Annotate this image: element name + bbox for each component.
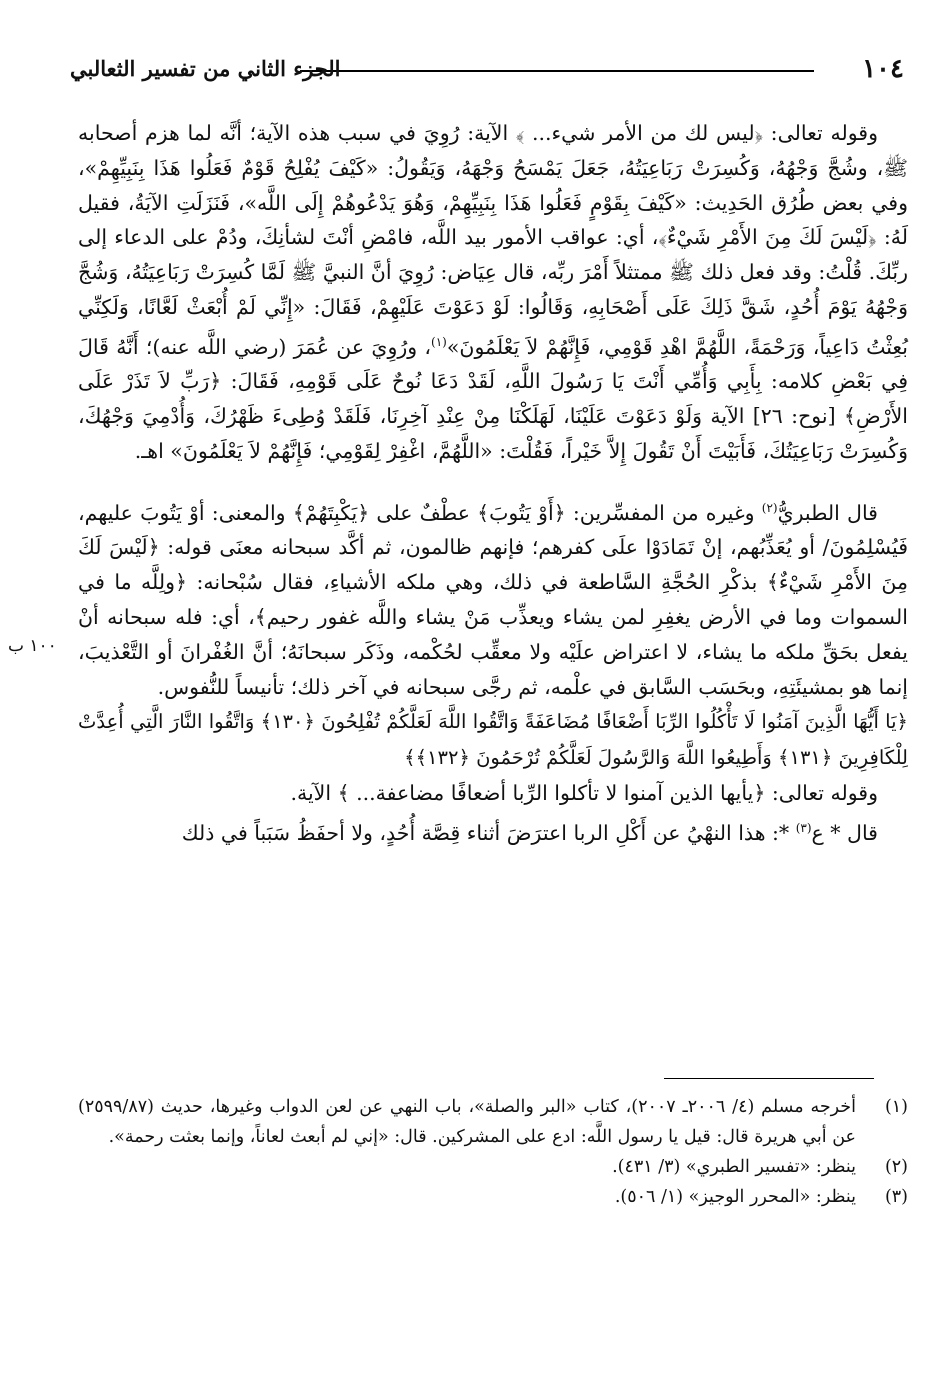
footnote-number: (١) — [884, 1097, 908, 1117]
footnote — [78, 1152, 908, 1182]
footnote-ref-2: (٢) — [761, 500, 778, 515]
paragraph-2 — [78, 491, 908, 705]
page-number: ١٠٤ — [862, 54, 904, 84]
paragraph-1-continuation: ، ورُوِيَ عن عُمَرَ (رضي اللَّه عنه)؛ أَنَّهُ قَالَ فِي بَعْضِ كلامه: بِأَبِي وَأُمِّي أَنْتَ يَا رَسُولَ اللَّهِ، لَقَدْ دَعَا نُوحٌ عَلَى قَوْمِهِ، فَقَالَ: ﴿رَبِّ لاَ تَذَرْ عَلَى الأَرْضِ﴾ [نوح: ٢٦] الآية وَلَوْ دَعَوْتَ عَلَيْنَا، لَهَلَكْنَا مِنْ عِنْدِ آخِرِنَا، فَلَقَدْ وُطِىءَ ظَهْرُكَ، وَأُدْمِيَ وَجْهُكَ، وَكُسِرَتْ رَبَاعِيَتُكَ، فَأَبَيْتَ أَنْ تَقُولَ إِلاَّ خَيْراً، فَقُلْتَ: «اللَّهُمَّ، اغْفِرْ لِقَوْمِي؛ فَإِنَّهُمْ لاَ يَعْلَمُونَ» اهـ. — [78, 334, 908, 463]
footnote-number: (٢) — [884, 1157, 908, 1177]
footnote-ref-3: (٣) — [795, 821, 812, 836]
main-text — [78, 116, 908, 851]
quran-verses: ﴿يَا أَيُّهَا الَّذِينَ آمَنُوا لَا تَأْكُلُوا الرِّبَا أَضْعَافًا مُضَاعَفَةً وَاتَّقُوا اللَّهَ لَعَلَّكُمْ تُفْلِحُونَ ﴿١٣٠﴾ وَاتَّقُوا النَّارَ الَّتِي أُعِدَّتْ لِلْكَافِرِينَ ﴿١٣١﴾ وَأَطِيعُوا اللَّهَ وَالرَّسُولَ لَعَلَّكُمْ تُرْحَمُونَ ﴿١٣٢﴾﴾ — [78, 710, 908, 770]
footnote — [78, 1182, 908, 1212]
footnote-number: (٣) — [884, 1187, 908, 1207]
header-rule — [300, 70, 814, 72]
manuscript-folio-note: ١٠٠ ب — [8, 636, 57, 656]
paragraph-3: وقوله تعالى: ﴿يأيها الذين آمنوا لا تأكلوا الرِّبا أضعافًا مضاعفة... ﴾ الآية. — [290, 781, 878, 806]
paragraph-1-text: وقوله تعالى: ﴿ليس لك من الأمر شيء... ﴾ الآية: رُوِيَ في سبب هذه الآية؛ أنَّه لما هزم أصحابه ﷺ، وشُجَّ وَجْهُهُ، وَكُسِرَتْ رَبَاعِيَتُهُ، جَعَلَ يَمْسَحُ وَجْهَهُ، وَيَقُولُ: «كَيْفَ يُفْلِحُ قَوْمٌ فَعَلُوا هَذَا بِنَبِيِّهِمْ»، وفي بعض طُرُق الحَدِيث: «كَيْفَ بِقَوْمٍ فَعَلُوا هَذَا بِنَبِيِّهِمْ، وَهُوَ يَدْعُوهُمْ إِلَى اللَّه»، فَنَزَلَتِ الآيَةُ، فقيل لَهُ: ﴿لَيْسَ لَكَ مِنَ الأَمْرِ شَيْءٌ﴾، أي: عواقب الأمور بيد اللَّه، فامْضِ أنْتَ لشأنِكَ، ودُمْ على الدعاء إلى ربِّكَ. قُلْتُ: وقد فعل ذلك ﷺ ممتثلاً أَمْرَ ربِّه، قال عِيَاض: رُوِيَ أنَّ النبيَّ ﷺ لَمَّا كُسِرَتْ رَبَاعِيَتُهُ، وَشُجَّ وَجْهُهُ يَوْمَ أُحُدٍ، شَقَّ ذَلِكَ عَلَى أَصْحَابِهِ، وَقَالُوا: لَوْ دَعَوْتَ عَلَيْهِمْ، فَقَالَ: «إِنِّي لَمْ أُبْعَثْ لَعَّانًا، وَلَكِنِّي بُعِثْتُ دَاعِياً، وَرَحْمَةً، اللَّهُمَّ اهْدِ قَوْمِي، فَإِنَّهُمْ لاَ يَعْلَمُونَ» — [78, 121, 908, 359]
paragraph-4-continuation: *: هذا النهْيُ عن أَكْلِ الربا اعترَضَ أثناء قِصَّة أُحُدٍ، ولا أحفَظُ سَبَباً في ذلك — [181, 821, 796, 846]
footnote-ref-1: (١) — [431, 334, 447, 349]
footnote-text: ينظر: «تفسير الطبري» (٣/ ٤٣١). — [612, 1157, 856, 1177]
paragraph-4-text: قال * ع — [811, 821, 878, 846]
footnotes — [78, 1092, 908, 1212]
footnote — [78, 1092, 908, 1152]
footnote-text: ينظر: «المحرر الوجيز» (١/ ٥٠٦). — [614, 1187, 856, 1207]
paragraph-2-text: قال الطبريُّ — [777, 500, 878, 525]
paragraph-4 — [78, 811, 908, 851]
page-header — [70, 46, 904, 92]
paragraph-2-continuation: وغيره من المفسِّرين: ﴿أَوْ يَتُوبَ﴾ عطْفٌ على ﴿يَكْبِتَهُمْ﴾ والمعنى: أوْ يَتُوبَ عليهم، فَيُسْلِمُونَ/ أو يُعَذِّبُهم، إنْ تَمَادَوْا علَى كفرهم؛ فإنهم ظالمون، ثم أكَّد سبحانه معنَى قوله: ﴿لَيْسَ لَكَ مِنَ الأَمْرِ شَيْءٌ﴾ بذكْرِ الحُجَّةِ السَّاطعة في ذلك، وهي ملكه الأشياءِ، فقال سُبْحانه: ﴿ولِلَّه ما في السموات وما في الأرض يغفِرِ لمن يشاء ويعذِّب مَنْ يشاء واللَّه غفور رحيم﴾، أي: فله سبحانه أنْ يفعل بحَقِّ ملكه ما يشاء، لا اعتراض علَيْه ولا معقِّب لحُكْمه، وذَكَر سبحانَهُ؛ أنَّ الغُفْرانَ أو التَّعْذيبَ، إنما هو بمشيئَتِهِ، وبحَسَب السَّابق في علْمه، ثم رجَّى سبحانه في آخر ذلك؛ تأنيساً للنُّفوس. — [78, 500, 908, 699]
footnote-separator — [664, 1078, 874, 1079]
paragraph-1 — [78, 116, 908, 469]
footnote-text: أخرجه مسلم (٤/ ٢٠٠٦ـ ٢٠٠٧)، كتاب «البر والصلة»، باب النهي عن لعن الدواب وغيرها، حديث (٢٥٩٩/٨٧) عن أبي هريرة قال: قيل يا رسول اللَّه: ادع على المشركين. قال: «إني لم أبعث لعاناً، وإنما بعثت رحمة». — [78, 1097, 856, 1147]
running-title: الجزء الثاني من تفسير الثعالبي — [70, 56, 341, 81]
